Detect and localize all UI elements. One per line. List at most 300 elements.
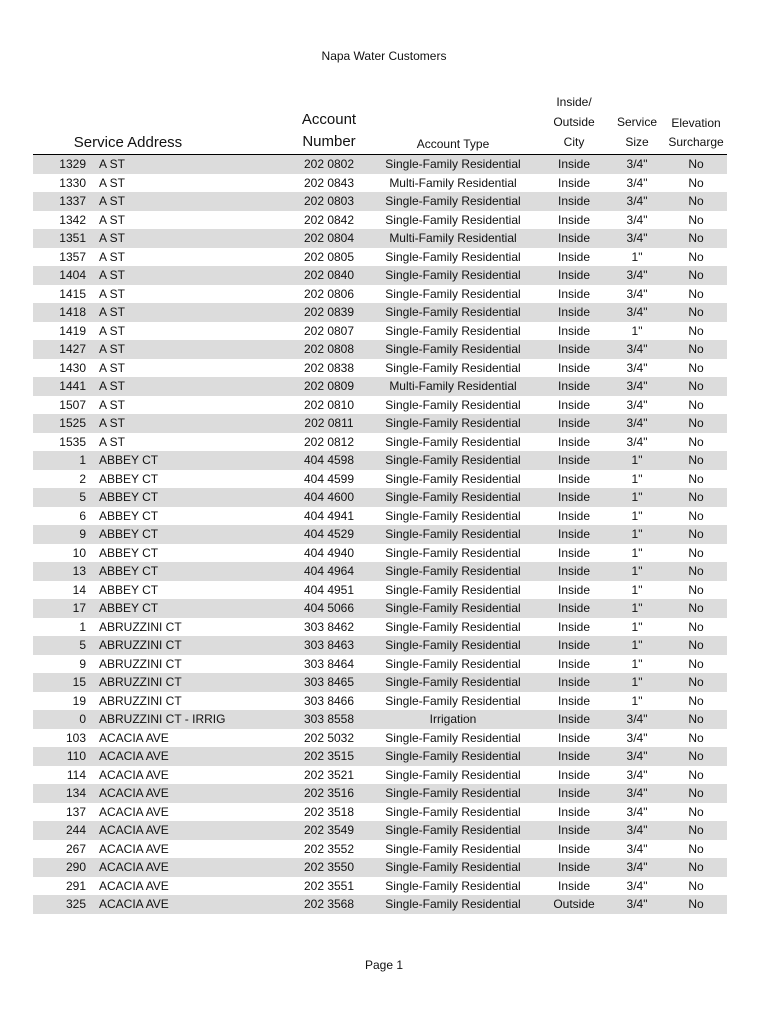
cell-account-type: Single-Family Residential <box>385 323 521 338</box>
cell-street-name: ACACIA AVE <box>99 841 169 856</box>
cell-account-number: 404 4941 <box>303 508 355 523</box>
cell-street-number: 2 <box>79 471 86 486</box>
cell-street-name: A ST <box>99 231 126 245</box>
cell-street-name: ABBEY CT <box>99 490 159 504</box>
cell-service-size: 1" <box>631 527 643 541</box>
cell-account-number: 202 0811 <box>304 416 354 430</box>
cell-inside-outside: Inside <box>557 471 591 486</box>
cell-street-number: 290 <box>65 860 86 874</box>
cell-account-type: Single-Family Residential <box>385 194 521 208</box>
cell-account-number: 404 4529 <box>303 527 355 541</box>
cell-account-type: Single-Family Residential <box>385 878 521 893</box>
cell-account-number: 202 3568 <box>303 897 355 911</box>
table-row <box>33 692 727 711</box>
cell-street-number: 1 <box>79 453 86 467</box>
cell-elevation-surcharge: No <box>688 175 704 190</box>
cell-street-name: ACACIA AVE <box>99 749 169 763</box>
cell-service-size: 3/4" <box>626 231 648 245</box>
cell-account-number: 303 8464 <box>303 656 355 671</box>
cell-street-number: 9 <box>79 656 86 671</box>
cell-service-size: 3/4" <box>626 434 648 449</box>
cell-elevation-surcharge: No <box>688 601 704 615</box>
cell-service-size: 3/4" <box>626 767 648 782</box>
cell-service-size: 3/4" <box>626 749 648 763</box>
cell-account-number: 303 8463 <box>303 638 355 652</box>
cell-street-number: 13 <box>72 564 86 578</box>
cell-inside-outside: Inside <box>557 194 591 208</box>
cell-inside-outside: Inside <box>557 619 591 634</box>
cell-account-number: 303 8466 <box>303 693 355 708</box>
cell-street-number: 1351 <box>59 231 86 245</box>
cell-account-type: Single-Family Residential <box>385 508 521 523</box>
table-row <box>33 877 727 896</box>
cell-elevation-surcharge: No <box>688 804 704 819</box>
table-row <box>33 581 727 600</box>
header-inside-outside-line3: City <box>563 135 585 149</box>
cell-street-name: ABRUZZINI CT <box>99 619 182 634</box>
table-row <box>33 414 727 433</box>
table-row <box>33 433 727 452</box>
cell-street-name: ABBEY CT <box>99 545 159 560</box>
cell-account-number: 202 0842 <box>303 212 355 227</box>
cell-account-number: 202 0839 <box>303 305 355 319</box>
cell-street-number: 267 <box>65 841 86 856</box>
cell-street-name: A ST <box>99 397 126 412</box>
cell-inside-outside: Inside <box>557 212 591 227</box>
cell-street-name: A ST <box>99 157 126 171</box>
cell-account-number: 202 5032 <box>303 730 355 745</box>
cell-account-number: 404 5066 <box>303 601 355 615</box>
cell-account-type: Multi-Family Residential <box>389 379 517 393</box>
cell-inside-outside: Inside <box>557 305 591 319</box>
cell-inside-outside: Inside <box>557 693 591 708</box>
cell-service-size: 3/4" <box>626 342 648 356</box>
cell-account-number: 404 4951 <box>303 582 355 597</box>
cell-inside-outside: Inside <box>557 434 591 449</box>
cell-street-number: 114 <box>66 767 86 782</box>
cell-account-number: 404 4600 <box>303 490 355 504</box>
cell-account-type: Single-Family Residential <box>385 212 521 227</box>
cell-street-name: A ST <box>99 249 126 264</box>
cell-street-name: ABBEY CT <box>99 508 159 523</box>
cell-inside-outside: Inside <box>557 767 591 782</box>
table-row <box>33 211 727 230</box>
cell-account-number: 202 0803 <box>303 194 355 208</box>
cell-service-size: 1" <box>631 564 643 578</box>
cell-inside-outside: Inside <box>557 675 591 689</box>
cell-account-number: 404 4940 <box>303 545 355 560</box>
cell-street-name: A ST <box>99 323 126 338</box>
cell-street-number: 19 <box>72 693 86 708</box>
cell-street-number: 103 <box>65 730 86 745</box>
cell-account-type: Single-Family Residential <box>385 823 521 837</box>
table-row <box>33 655 727 674</box>
cell-street-name: ABBEY CT <box>99 453 159 467</box>
cell-service-size: 3/4" <box>626 730 648 745</box>
cell-service-size: 1" <box>631 675 643 689</box>
cell-elevation-surcharge: No <box>688 453 704 467</box>
cell-account-number: 202 3550 <box>303 860 355 874</box>
cell-elevation-surcharge: No <box>688 545 704 560</box>
cell-account-number: 202 0807 <box>303 323 355 338</box>
cell-street-name: ABBEY CT <box>99 582 159 597</box>
cell-street-number: 1330 <box>59 175 86 190</box>
cell-account-type: Single-Family Residential <box>385 601 521 615</box>
header-service-size-line1: Service <box>616 115 657 129</box>
table-row <box>33 266 727 285</box>
cell-service-size: 1" <box>631 693 643 708</box>
cell-service-size: 3/4" <box>626 841 648 856</box>
cell-elevation-surcharge: No <box>688 379 704 393</box>
table-row <box>33 784 727 803</box>
cell-street-number: 1535 <box>59 434 86 449</box>
cell-elevation-surcharge: No <box>688 416 704 430</box>
cell-street-name: A ST <box>99 434 126 449</box>
cell-account-number: 202 0838 <box>303 360 355 375</box>
cell-service-size: 1" <box>631 508 643 523</box>
cell-elevation-surcharge: No <box>688 157 704 171</box>
cell-street-number: 1404 <box>59 268 86 282</box>
cell-elevation-surcharge: No <box>688 286 704 301</box>
cell-account-number: 202 3515 <box>303 749 355 763</box>
cell-elevation-surcharge: No <box>688 342 704 356</box>
cell-account-type: Single-Family Residential <box>385 582 521 597</box>
table-row <box>33 544 727 563</box>
cell-inside-outside: Inside <box>557 823 591 837</box>
cell-street-name: A ST <box>99 175 126 190</box>
table-row <box>33 155 727 174</box>
cell-service-size: 3/4" <box>626 379 648 393</box>
cell-elevation-surcharge: No <box>688 471 704 486</box>
header-elevation-line2: Surcharge <box>668 135 724 149</box>
cell-service-size: 1" <box>631 490 643 504</box>
cell-inside-outside: Inside <box>557 638 591 652</box>
cell-elevation-surcharge: No <box>688 360 704 375</box>
cell-service-size: 1" <box>631 471 643 486</box>
cell-street-name: A ST <box>99 342 126 356</box>
header-elevation-line1: Elevation <box>671 116 721 130</box>
cell-account-number: 202 0840 <box>303 268 355 282</box>
cell-inside-outside: Inside <box>557 175 591 190</box>
cell-inside-outside: Inside <box>557 878 591 893</box>
cell-inside-outside: Inside <box>557 453 591 467</box>
cell-street-name: A ST <box>99 268 126 282</box>
cell-account-type: Single-Family Residential <box>385 286 521 301</box>
cell-street-number: 1342 <box>59 212 86 227</box>
cell-inside-outside: Inside <box>557 804 591 819</box>
cell-inside-outside: Inside <box>557 157 591 171</box>
cell-elevation-surcharge: No <box>688 619 704 634</box>
cell-elevation-surcharge: No <box>688 823 704 837</box>
cell-account-type: Single-Family Residential <box>385 693 521 708</box>
cell-street-name: ACACIA AVE <box>99 860 169 874</box>
cell-street-name: ABRUZZINI CT <box>99 693 182 708</box>
cell-account-number: 202 0843 <box>303 175 355 190</box>
cell-inside-outside: Inside <box>557 786 591 800</box>
cell-street-number: 0 <box>79 712 86 726</box>
cell-account-type: Multi-Family Residential <box>389 231 517 245</box>
cell-inside-outside: Inside <box>557 249 591 264</box>
cell-inside-outside: Inside <box>557 508 591 523</box>
cell-service-size: 3/4" <box>626 823 648 837</box>
cell-account-number: 202 0808 <box>303 342 355 356</box>
cell-account-type: Single-Family Residential <box>385 675 521 689</box>
table-row <box>33 562 727 581</box>
cell-street-name: ACACIA AVE <box>99 767 169 782</box>
cell-account-number: 202 3552 <box>303 841 355 856</box>
cell-inside-outside: Inside <box>557 397 591 412</box>
cell-street-number: 137 <box>65 804 86 819</box>
table-row <box>33 747 727 766</box>
cell-street-number: 1 <box>79 619 86 634</box>
cell-account-type: Single-Family Residential <box>385 527 521 541</box>
cell-elevation-surcharge: No <box>688 268 704 282</box>
cell-street-name: A ST <box>99 360 126 375</box>
cell-service-size: 1" <box>631 582 643 597</box>
cell-service-size: 3/4" <box>626 397 648 412</box>
table-row <box>33 303 727 322</box>
cell-street-name: ACACIA AVE <box>99 897 169 911</box>
cell-service-size: 1" <box>631 638 643 652</box>
cell-elevation-surcharge: No <box>688 212 704 227</box>
table-row <box>33 192 727 211</box>
cell-street-name: ABBEY CT <box>99 601 159 615</box>
cell-street-number: 10 <box>72 545 86 560</box>
cell-street-number: 1419 <box>59 323 86 338</box>
table-row <box>33 766 727 785</box>
cell-account-type: Single-Family Residential <box>385 897 521 911</box>
cell-account-type: Single-Family Residential <box>385 490 521 504</box>
cell-account-type: Single-Family Residential <box>385 564 521 578</box>
table-row <box>33 525 727 544</box>
cell-account-type: Single-Family Residential <box>385 268 521 282</box>
cell-inside-outside: Inside <box>557 379 591 393</box>
cell-elevation-surcharge: No <box>688 508 704 523</box>
cell-inside-outside: Outside <box>553 897 595 911</box>
cell-service-size: 3/4" <box>626 212 648 227</box>
cell-inside-outside: Inside <box>557 360 591 375</box>
cell-street-number: 15 <box>72 675 86 689</box>
cell-elevation-surcharge: No <box>688 194 704 208</box>
cell-street-number: 1430 <box>59 360 86 375</box>
cell-street-number: 5 <box>79 638 86 652</box>
cell-inside-outside: Inside <box>557 323 591 338</box>
cell-service-size: 1" <box>631 323 643 338</box>
cell-elevation-surcharge: No <box>688 767 704 782</box>
cell-account-type: Single-Family Residential <box>385 416 521 430</box>
cell-street-name: ABBEY CT <box>99 527 159 541</box>
table-row <box>33 821 727 840</box>
cell-street-name: ACACIA AVE <box>99 804 169 819</box>
header-account-type: Account Type <box>416 137 490 151</box>
cell-inside-outside: Inside <box>557 656 591 671</box>
table-row <box>33 248 727 267</box>
cell-inside-outside: Inside <box>557 231 591 245</box>
cell-elevation-surcharge: No <box>688 434 704 449</box>
cell-account-type: Single-Family Residential <box>385 730 521 745</box>
cell-service-size: 3/4" <box>626 175 648 190</box>
cell-inside-outside: Inside <box>557 712 591 726</box>
cell-account-type: Single-Family Residential <box>385 249 521 264</box>
cell-inside-outside: Inside <box>557 841 591 856</box>
cell-street-name: A ST <box>99 416 126 430</box>
table-row <box>33 507 727 526</box>
cell-street-name: ACACIA AVE <box>99 730 169 745</box>
cell-inside-outside: Inside <box>557 582 591 597</box>
cell-street-name: ABRUZZINI CT - IRRIG <box>99 712 226 726</box>
cell-service-size: 3/4" <box>626 786 648 800</box>
cell-street-name: ACACIA AVE <box>99 878 169 893</box>
cell-service-size: 1" <box>631 619 643 634</box>
cell-street-name: ABRUZZINI CT <box>99 638 182 652</box>
cell-inside-outside: Inside <box>557 342 591 356</box>
cell-account-number: 303 8465 <box>303 675 355 689</box>
table-row <box>33 599 727 618</box>
table-row <box>33 451 727 470</box>
cell-service-size: 1" <box>631 249 643 264</box>
cell-account-number: 202 0804 <box>303 231 355 245</box>
cell-account-number: 202 3518 <box>303 804 355 819</box>
cell-elevation-surcharge: No <box>688 305 704 319</box>
cell-service-size: 3/4" <box>626 194 648 208</box>
cell-street-number: 1337 <box>59 194 86 208</box>
table-row <box>33 285 727 304</box>
cell-account-type: Single-Family Residential <box>385 305 521 319</box>
cell-service-size: 1" <box>631 453 643 467</box>
cell-inside-outside: Inside <box>557 490 591 504</box>
customer-table <box>33 155 727 914</box>
cell-account-number: 404 4598 <box>303 453 355 467</box>
cell-service-size: 3/4" <box>626 268 648 282</box>
table-row <box>33 895 727 914</box>
cell-account-number: 202 0812 <box>303 434 355 449</box>
cell-street-name: A ST <box>99 194 126 208</box>
cell-street-name: ABBEY CT <box>99 471 159 486</box>
cell-service-size: 3/4" <box>626 878 648 893</box>
table-row <box>33 359 727 378</box>
cell-street-name: A ST <box>99 379 126 393</box>
cell-inside-outside: Inside <box>557 268 591 282</box>
cell-account-number: 404 4964 <box>303 564 355 578</box>
cell-account-type: Single-Family Residential <box>385 360 521 375</box>
table-row <box>33 673 727 692</box>
cell-account-number: 303 8462 <box>303 619 355 634</box>
cell-elevation-surcharge: No <box>688 675 704 689</box>
cell-street-number: 1329 <box>59 157 86 171</box>
cell-street-number: 134 <box>65 786 86 800</box>
cell-service-size: 3/4" <box>626 712 648 726</box>
cell-street-name: A ST <box>99 286 126 301</box>
table-row <box>33 229 727 248</box>
cell-street-number: 1441 <box>59 379 86 393</box>
cell-account-number: 202 0806 <box>303 286 355 301</box>
cell-service-size: 3/4" <box>626 804 648 819</box>
table-row <box>33 710 727 729</box>
cell-elevation-surcharge: No <box>688 897 704 911</box>
table-row <box>33 618 727 637</box>
table-row <box>33 488 727 507</box>
table-row <box>33 636 727 655</box>
cell-inside-outside: Inside <box>557 730 591 745</box>
cell-account-number: 303 8558 <box>303 712 355 726</box>
cell-inside-outside: Inside <box>557 545 591 560</box>
cell-service-size: 3/4" <box>626 305 648 319</box>
cell-account-number: 202 3516 <box>303 786 355 800</box>
cell-account-type: Single-Family Residential <box>385 656 521 671</box>
page-title: Napa Water Customers <box>321 49 447 63</box>
cell-street-number: 9 <box>79 527 86 541</box>
cell-street-number: 1418 <box>59 305 86 319</box>
table-row <box>33 840 727 859</box>
header-inside-outside-line2: Outside <box>553 115 595 129</box>
cell-street-number: 1507 <box>59 397 86 412</box>
cell-service-size: 3/4" <box>626 157 648 171</box>
cell-account-number: 202 3549 <box>303 823 355 837</box>
cell-account-type: Single-Family Residential <box>385 453 521 467</box>
cell-account-number: 202 3521 <box>303 767 355 782</box>
cell-account-type: Irrigation <box>429 712 477 726</box>
cell-service-size: 1" <box>631 601 643 615</box>
cell-account-type: Multi-Family Residential <box>389 175 517 190</box>
cell-elevation-surcharge: No <box>688 860 704 874</box>
cell-inside-outside: Inside <box>557 416 591 430</box>
cell-service-size: 1" <box>631 656 643 671</box>
cell-service-size: 3/4" <box>626 360 648 375</box>
table-row <box>33 377 727 396</box>
header-inside-outside-line1: Inside/ <box>556 95 592 109</box>
cell-account-type: Single-Family Residential <box>385 471 521 486</box>
cell-account-type: Single-Family Residential <box>385 786 521 800</box>
cell-account-type: Single-Family Residential <box>385 860 521 874</box>
cell-street-number: 291 <box>65 878 86 893</box>
cell-elevation-surcharge: No <box>688 638 704 652</box>
cell-elevation-surcharge: No <box>688 712 704 726</box>
cell-street-number: 1525 <box>59 416 86 430</box>
cell-elevation-surcharge: No <box>688 231 704 245</box>
cell-account-type: Single-Family Residential <box>385 841 521 856</box>
cell-elevation-surcharge: No <box>688 249 704 264</box>
cell-elevation-surcharge: No <box>688 490 704 504</box>
cell-elevation-surcharge: No <box>688 786 704 800</box>
cell-account-number: 404 4599 <box>303 471 355 486</box>
cell-account-number: 202 0810 <box>303 397 355 412</box>
cell-street-name: ACACIA AVE <box>99 786 169 800</box>
cell-service-size: 3/4" <box>626 416 648 430</box>
cell-street-number: 1415 <box>59 286 86 301</box>
cell-account-type: Single-Family Residential <box>385 342 521 356</box>
cell-service-size: 3/4" <box>626 286 648 301</box>
cell-account-number: 202 0802 <box>303 157 355 171</box>
cell-street-name: A ST <box>99 305 126 319</box>
cell-street-name: ACACIA AVE <box>99 823 169 837</box>
cell-account-type: Single-Family Residential <box>385 397 521 412</box>
header-account-number-line1: Account <box>301 111 357 128</box>
cell-account-type: Single-Family Residential <box>385 434 521 449</box>
cell-street-number: 1427 <box>59 342 86 356</box>
cell-account-type: Single-Family Residential <box>385 545 521 560</box>
cell-service-size: 3/4" <box>626 897 648 911</box>
cell-account-type: Single-Family Residential <box>385 804 521 819</box>
cell-street-number: 6 <box>79 508 86 523</box>
table-row <box>33 340 727 359</box>
cell-elevation-surcharge: No <box>688 749 704 763</box>
cell-street-number: 17 <box>72 601 86 615</box>
cell-inside-outside: Inside <box>557 527 591 541</box>
cell-account-type: Single-Family Residential <box>385 638 521 652</box>
cell-elevation-surcharge: No <box>688 582 704 597</box>
table-row <box>33 174 727 193</box>
header-account-number-line2: Number <box>302 133 356 150</box>
